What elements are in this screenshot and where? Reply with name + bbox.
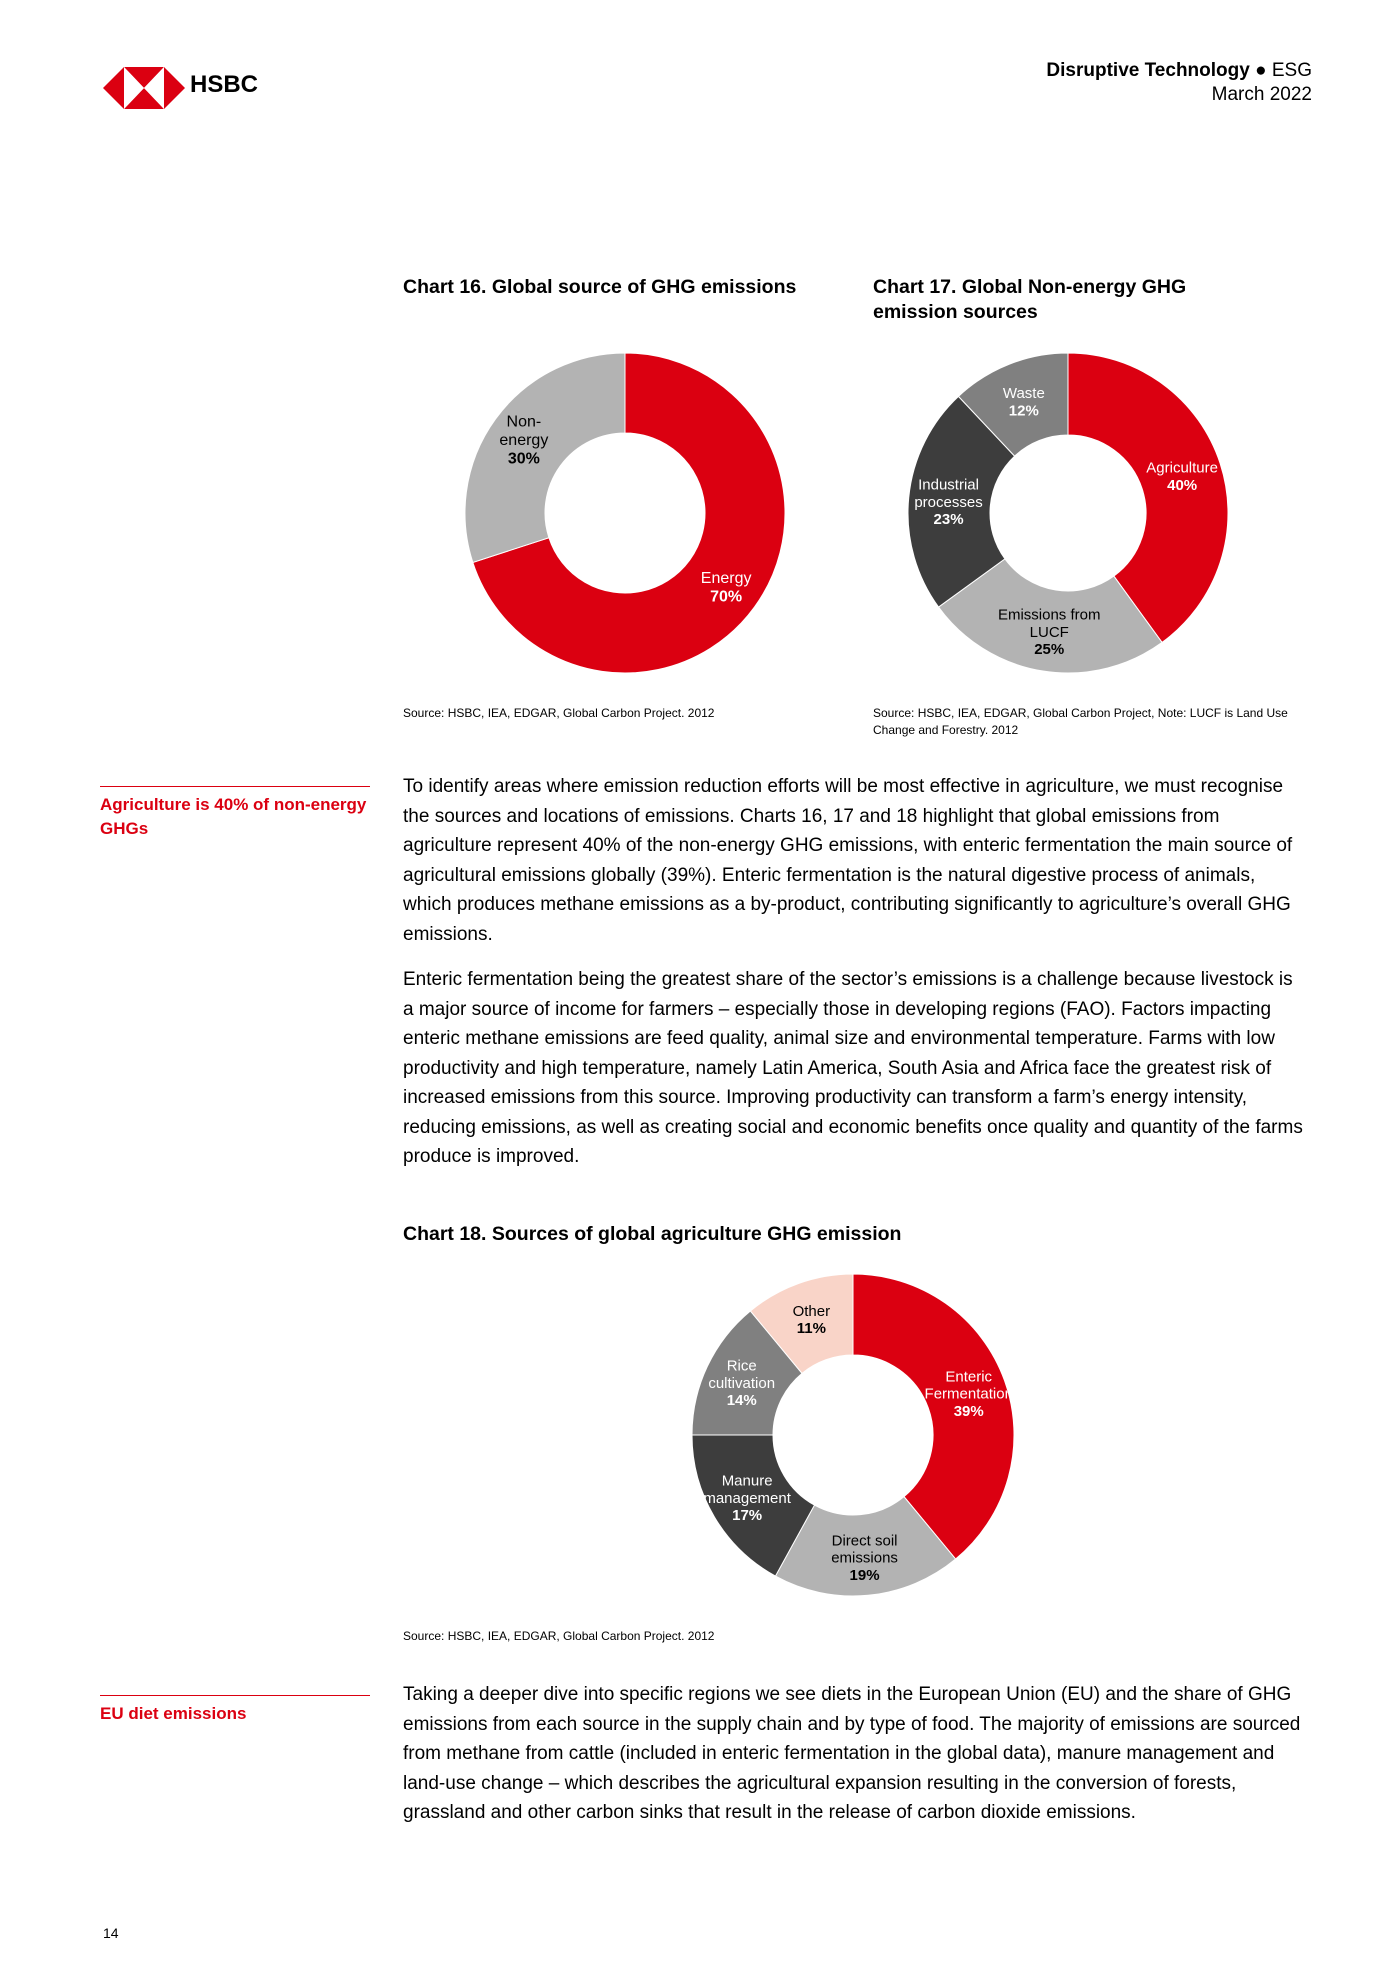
slice-category-label: management: [703, 1489, 791, 1507]
chart17-title-line1: Chart 17. Global Non-energy GHG: [873, 276, 1187, 298]
slice-value-label: 70%: [710, 588, 743, 606]
chart18-donut: [403, 1262, 1308, 1602]
slice-value-label: 25%: [1034, 641, 1065, 659]
slice-category-label: Other: [792, 1302, 831, 1320]
slice-value-label: 19%: [849, 1566, 880, 1584]
chart17-source-line1: Source: HSBC, IEA, EDGAR, Global Carbon Project, Note: LUCF is Land Use: [873, 706, 1288, 720]
chart17-donut: [873, 325, 1303, 695]
slice-value-label: 30%: [507, 450, 540, 468]
body-paragraph-1: To identify areas where emission reduction efforts will be most effective in agriculture, we must recognise the sources and locations of emissions. Charts 16, 17 and 18 highlight that global emissions from agriculture represent 40% of the non-energy GHG emissions, with enteric fermentation the main source of agricultural emissions globally (39%). Enteric fermentation is the natural digestive process of animals, which produces methane emissions as a by-product, contributing significantly to agriculture’s overall GHG emissions.: [403, 776, 1293, 945]
report-category: ESG: [1271, 60, 1312, 81]
body-paragraph-3: Taking a deeper dive into specific regions we see diets in the European Union (EU) and the share of GHG emissions from each source in the supply chain and by type of food. The majority of emissions are sourced from methane from cattle (included in enteric fermentation in the global data), manure management and land-use change – which describes the agricultural expansion resulting in the conversion of forests, grassland and other carbon sinks that result in the release of carbon dioxide emissions.: [403, 1684, 1301, 1823]
chart17-title-line2: emission sources: [873, 301, 1038, 323]
chart17-title: [873, 275, 1186, 325]
body-text-upper: [403, 772, 1308, 1188]
report-header: [1046, 59, 1312, 83]
chart18-source: Source: HSBC, IEA, EDGAR, Global Carbon Project. 2012: [403, 1629, 715, 1643]
slice-label: [793, 1303, 831, 1337]
slice-value-label: 39%: [953, 1402, 984, 1420]
slice-category-label: Non-: [506, 413, 542, 431]
donut-slice: [465, 353, 625, 562]
chart17-source: [873, 705, 1288, 739]
slice-category-label: processes: [914, 493, 983, 511]
hsbc-hexagon-icon: [103, 67, 185, 109]
slice-category-label: Industrial: [918, 476, 979, 494]
slice-label: [1003, 385, 1045, 419]
chart17-source-line2: Change and Forestry. 2012: [873, 723, 1019, 737]
chart16-title: Chart 16. Global source of GHG emissions: [403, 276, 797, 298]
sidebar-note-agriculture: Agriculture is 40% of non-energy GHGs: [100, 786, 370, 841]
slice-category-label: Manure: [721, 1472, 773, 1490]
header-separator: ●: [1255, 60, 1267, 81]
chart16-donut: [403, 325, 853, 695]
slice-category-label: energy: [499, 432, 549, 450]
page-number: 14: [103, 1925, 119, 1941]
logo-wordmark: HSBC: [190, 71, 259, 98]
slice-category-label: emissions: [831, 1549, 898, 1567]
slice-category-label: Fermentation: [924, 1385, 1013, 1403]
chart16-source: Source: HSBC, IEA, EDGAR, Global Carbon Project. 2012: [403, 706, 715, 720]
slice-category-label: Direct soil: [831, 1532, 898, 1550]
slice-value-label: 17%: [732, 1507, 763, 1525]
slice-value-label: 12%: [1008, 402, 1039, 420]
report-title: Disruptive Technology: [1046, 60, 1250, 81]
slice-category-label: LUCF: [1029, 623, 1069, 641]
slice-category-label: Enteric: [945, 1368, 993, 1386]
report-date: March 2022: [1211, 84, 1312, 105]
slice-value-label: 40%: [1167, 476, 1198, 494]
body-text-lower: [403, 1680, 1308, 1844]
slice-value-label: 23%: [933, 511, 964, 529]
slice-category-label: Agriculture: [1146, 459, 1218, 477]
slice-value-label: 14%: [726, 1392, 757, 1410]
body-paragraph-2: Enteric fermentation being the greatest share of the sector’s emissions is a challenge because livestock is a major source of income for farmers – especially those in developing regions (FAO). Factors impacting enteric methane emissions are feed quality, animal size and environmental temperature. Farms with low productivity and high temperature, namely Latin America, South Asia and Africa face the greatest risk of increased emissions from this source. Improving productivity can transform a farm’s energy intensity, reducing emissions, as well as creating social and economic benefits once quality and quantity of the farms produce is improved.: [403, 969, 1303, 1167]
slice-category-label: Energy: [700, 569, 752, 587]
sidebar-note-eu-diet: EU diet emissions: [100, 1695, 370, 1726]
slice-value-label: 11%: [796, 1320, 826, 1338]
chart18-title: Chart 18. Sources of global agriculture GHG emission: [403, 1223, 902, 1245]
slice-category-label: cultivation: [708, 1374, 776, 1392]
slice-category-label: Waste: [1002, 385, 1045, 403]
slice-category-label: Rice: [726, 1357, 757, 1375]
slice-category-label: Emissions from: [997, 606, 1101, 624]
